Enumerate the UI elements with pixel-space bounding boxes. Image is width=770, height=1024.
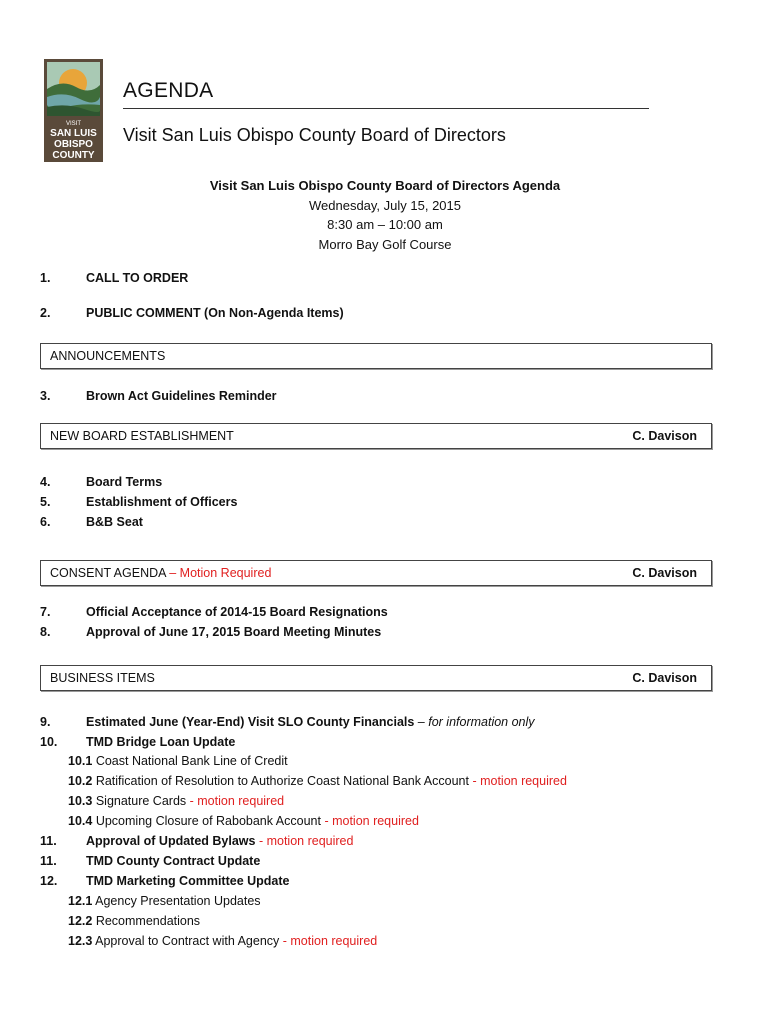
logo-line3: OBISPO	[54, 139, 93, 150]
section-label-wrap	[50, 566, 271, 580]
agenda-item: B&B Seat	[86, 515, 143, 529]
visit-slo-logo	[44, 59, 103, 162]
motion-required-note: - motion required	[279, 934, 378, 948]
meeting-time: 8:30 am – 10:00 am	[327, 217, 443, 232]
agenda-item: TMD Marketing Committee Update	[86, 874, 290, 888]
agenda-item: Approval of June 17, 2015 Board Meeting Minutes	[86, 625, 382, 639]
item-number: 2.	[40, 306, 51, 320]
meeting-info	[0, 176, 770, 254]
section-label: ANNOUNCEMENTS	[50, 349, 166, 363]
logo-line2: SAN LUIS	[50, 128, 97, 139]
item-number: 8.	[40, 625, 51, 639]
sub-item-text: Signature Cards	[95, 794, 187, 808]
section-label: BUSINESS ITEMS	[50, 671, 155, 685]
sub-item-number: 12.3	[68, 934, 93, 948]
sub-item-text: Ratification of Resolution to Authorize Coast National Bank Account	[95, 774, 469, 788]
sub-item-text: Approval to Contract with Agency	[95, 934, 280, 948]
page-subtitle: Visit San Luis Obispo County Board of Directors	[123, 125, 506, 145]
section-business-items	[40, 665, 712, 691]
meeting-date: Wednesday, July 15, 2015	[308, 197, 461, 213]
item-number: 12.	[40, 874, 58, 888]
sub-item-number: 12.2	[68, 914, 93, 928]
section-label: NEW BOARD ESTABLISHMENT	[50, 429, 234, 443]
item-number: 3.	[40, 389, 51, 403]
sub-item-number: 10.2	[68, 774, 93, 788]
motion-required-note: - motion required	[468, 774, 567, 788]
section-presenter: C. Davison	[632, 429, 697, 443]
sub-item	[68, 813, 419, 829]
agenda-item: Board Terms	[86, 475, 163, 489]
motion-required-note: - motion required	[186, 794, 285, 808]
meeting-location: Morro Bay Golf Course	[318, 236, 452, 252]
sub-item	[68, 793, 284, 809]
agenda-item	[86, 714, 535, 730]
page-title: AGENDA	[123, 79, 214, 102]
motion-required-note: – Motion Required	[165, 566, 272, 580]
item-number: 10.	[40, 735, 58, 749]
sub-item-number: 10.3	[68, 794, 93, 808]
agenda-item	[86, 833, 353, 849]
item-number: 7.	[40, 605, 51, 619]
sub-item	[68, 773, 567, 789]
section-presenter: C. Davison	[632, 671, 697, 685]
item-text: Estimated June (Year-End) Visit SLO County Financials	[86, 715, 415, 729]
agenda-item: Official Acceptance of 2014-15 Board Resignations	[86, 605, 388, 619]
agenda-item: PUBLIC COMMENT (On Non-Agenda Items)	[86, 306, 344, 320]
agenda-item: TMD County Contract Update	[86, 854, 261, 868]
logo-line4: COUNTY	[52, 150, 95, 161]
sub-item-text: Agency Presentation Updates	[95, 894, 261, 908]
section-presenter: C. Davison	[632, 566, 697, 580]
item-text: Approval of Updated Bylaws	[86, 834, 256, 848]
sub-item-text: Coast National Bank Line of Credit	[95, 754, 288, 768]
sub-item-number: 10.4	[68, 814, 93, 828]
sub-item	[68, 893, 261, 909]
motion-required-note: - motion required	[320, 814, 419, 828]
item-number: 11.	[40, 834, 57, 848]
section-consent-agenda	[40, 560, 712, 586]
item-number: 9.	[40, 715, 51, 729]
sub-item-text: Upcoming Closure of Rabobank Account	[95, 814, 321, 828]
sub-item	[68, 753, 288, 769]
logo-line1: VISIT	[65, 121, 82, 127]
sub-item-text: Recommendations	[95, 914, 201, 928]
meeting-title: Visit San Luis Obispo County Board of Directors Agenda	[209, 178, 561, 193]
sub-item	[68, 913, 200, 929]
agenda-item: Brown Act Guidelines Reminder	[86, 389, 277, 403]
sub-item-number: 12.1	[68, 894, 93, 908]
header-divider	[123, 108, 649, 109]
sub-item-number: 10.1	[68, 754, 93, 768]
motion-required-note: - motion required	[255, 834, 354, 848]
item-number: 5.	[40, 495, 51, 509]
item-number: 6.	[40, 515, 51, 529]
agenda-item: Establishment of Officers	[86, 495, 238, 509]
item-number: 1.	[40, 271, 51, 285]
section-new-board	[40, 423, 712, 449]
item-number: 4.	[40, 475, 51, 489]
agenda-item: TMD Bridge Loan Update	[86, 735, 236, 749]
agenda-item: CALL TO ORDER	[86, 271, 189, 285]
sub-item	[68, 933, 377, 949]
section-label: CONSENT AGENDA	[50, 566, 166, 580]
item-note: – for information only	[414, 715, 535, 729]
section-announcements	[40, 343, 712, 369]
item-number: 11.	[40, 854, 57, 868]
